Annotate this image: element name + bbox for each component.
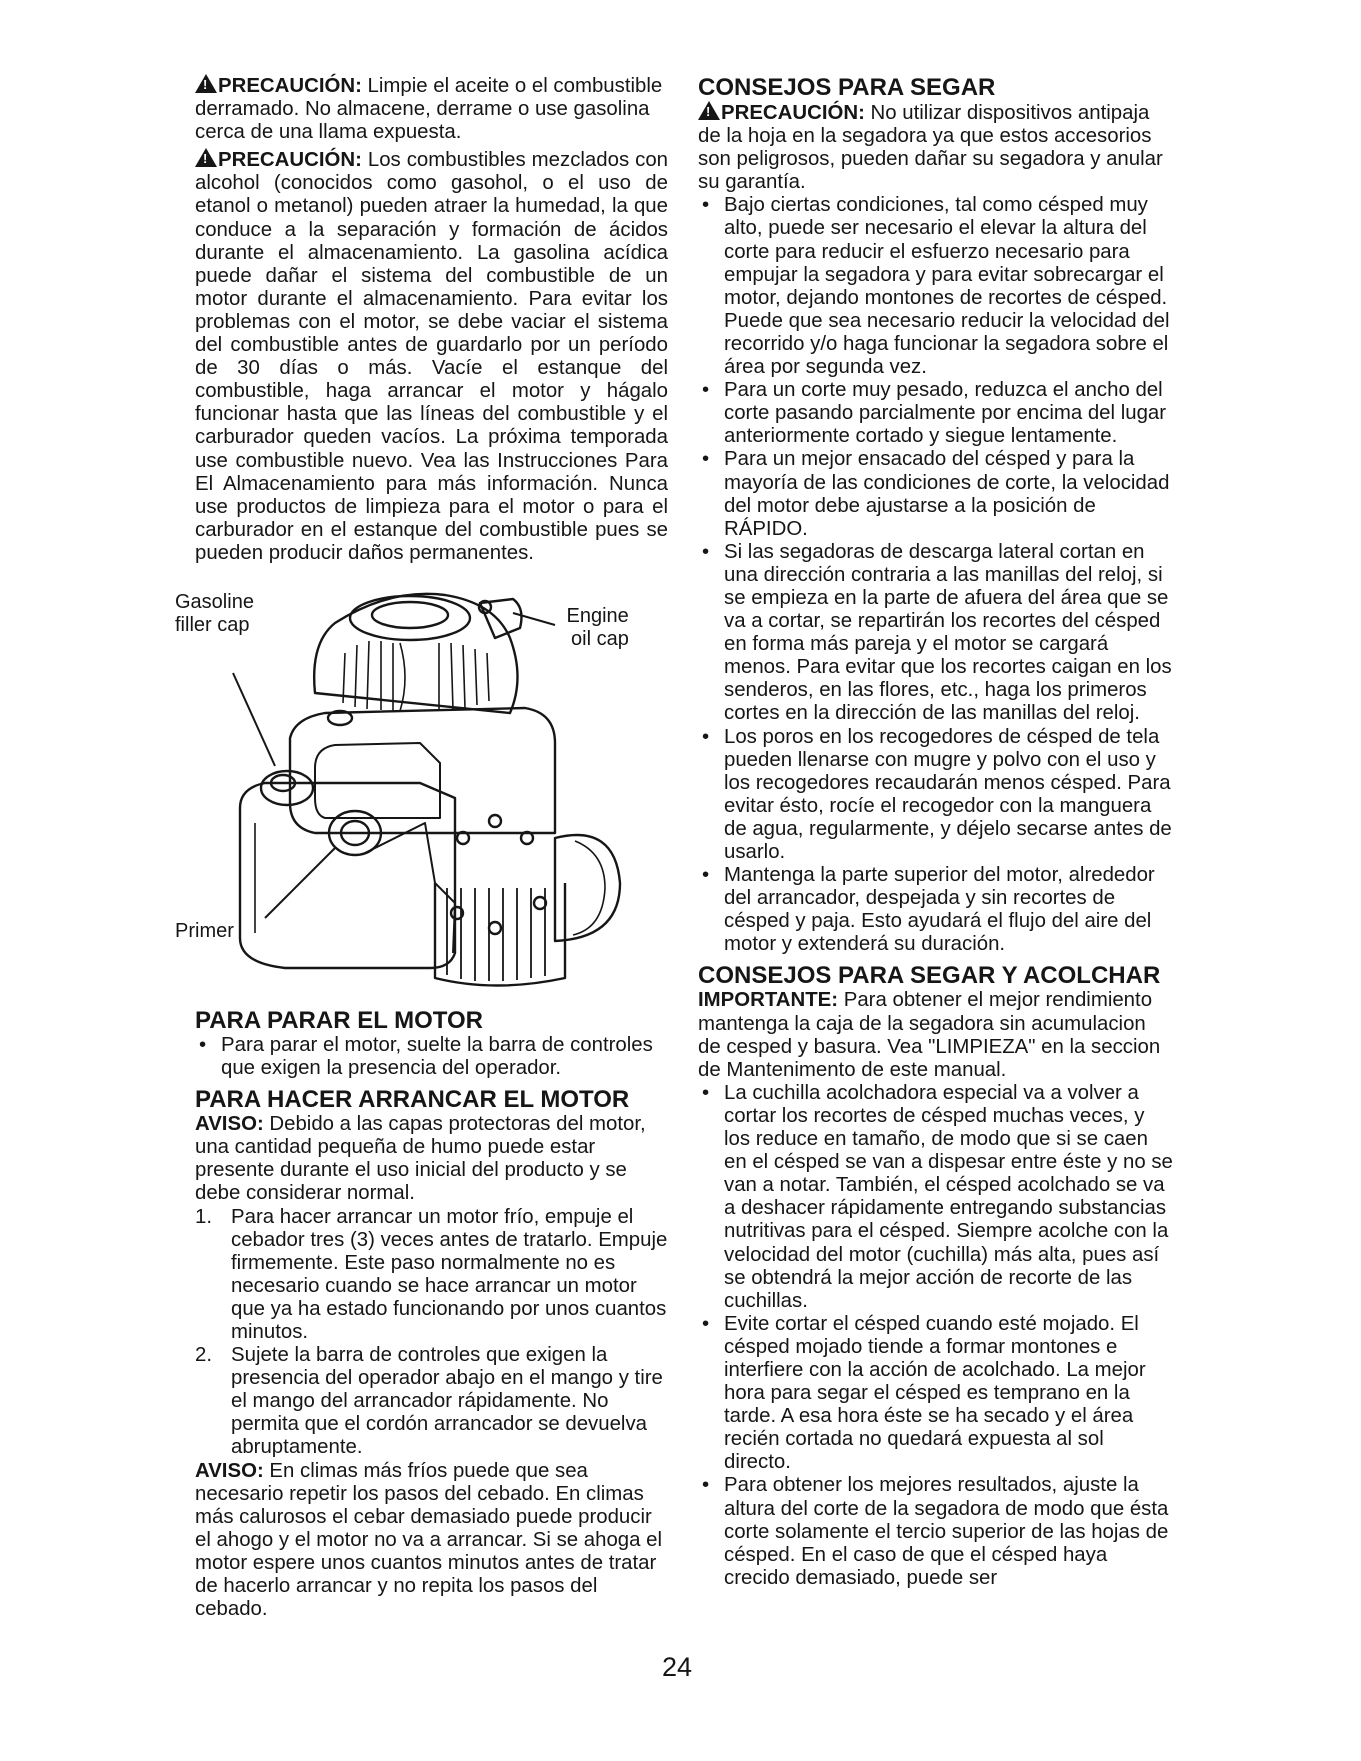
important-paragraph <box>698 989 1174 1081</box>
aviso-text: Debido a las capas protectoras del motor, una cantidad pequeña de humo puede estar presente durante el uso inicial del producto y se debe considerar normal. <box>195 1113 646 1205</box>
warning-triangle-icon <box>195 148 217 167</box>
mulching-tips-list <box>698 1082 1174 1590</box>
aviso-paragraph-climate <box>195 1460 668 1622</box>
aviso-label: AVISO: <box>195 1459 264 1482</box>
mowing-tips-heading: CONSEJOS PARA SEGAR <box>698 74 996 101</box>
important-label: IMPORTANTE: <box>698 989 839 1012</box>
list-item: • Para obtener los mejores resultados, ajuste la altura del corte de la segadora de modo que ésta corte solamente el tercio superior de las hojas de césped. En el caso de que el césped haya crecido demasiado, puede ser <box>698 1474 1174 1589</box>
mulching-tips-heading: CONSEJOS PARA SEGAR Y ACOLCHAR <box>698 962 1161 990</box>
list-item: • Para un corte muy pesado, reduzca el ancho del corte pasando parcialmente por encima del lugar anteriormente cortado y siegue lentamente. <box>698 379 1174 448</box>
list-item: • Para parar el motor, suelte la barra de controles que exigen la presencia del operador. <box>195 1034 668 1080</box>
caution-label: PRECAUCIÓN: <box>721 102 865 124</box>
step-text: Para hacer arrancar un motor frío, empuje el cebador tres (3) veces antes de tratarlo. Empuje firmemente. Este paso normalmente no es necesario cuando se hace arrancar un motor que ya ha estado funcionando por unos cuantos minutos. <box>231 1205 668 1343</box>
caution-text: Limpie el aceite o el combustible derramado. No almacene, derrame o use gasolina cerca de una llama expuesta. <box>195 75 663 144</box>
important-text: Para obtener el mejor rendimiento mantenga la caja de la segadora sin acumulacion de cesped y basura. Vea "LIMPIEZA" en la seccion de Mantenimento de este manual. <box>698 989 1161 1081</box>
left-column <box>175 74 668 1621</box>
right-column <box>698 74 1174 1590</box>
caution-text: Los combustibles mezclados con alcohol (conocidos como gasohol, o el uso de etanol o metanol) pueden atraer la humedad, la que conduce a la separación y formación de ácidos durante el almacenamiento. La gasolina acídica puede dañar el sistema del combustible de un motor durante el almacenamiento. Para evitar los problemas con el motor, se debe vaciar el sistema del combustible antes de guardarlo por un período de 30 días o más. Vacíe el estanque del combustible, haga arrancar el motor y hágalo funcionar hasta que las líneas del combustible y el carburador queden vacíos. La próxima temporada use combustible nuevo. Vea las Instrucciones Para El Almacenamiento para más información. Nunca use productos de limpieza para el motor o para el carburador en el estanque del combustible pues se pueden producir daños permanentes. <box>195 149 668 564</box>
caution-text: No utilizar dispositivos antipaja de la hoja en la segadora ya que estos accesorios son peligrosos, pueden dañar su segadora y anular su garantía. <box>698 102 1163 194</box>
start-engine-heading: PARA HACER ARRANCAR EL MOTOR <box>195 1086 630 1114</box>
warning-triangle-icon <box>698 101 720 120</box>
list-item: • La cuchilla acolchadora especial va a volver a cortar los recortes de césped muchas veces, y los reduce en tamaño, de modo que si se caen en el césped se van a dispesar entre éste y no se van a notar. También, el césped acolchado se va a deshacer rápidamente entregando substancias nutritivas para el césped. Siempre acolche con la velocidad del motor (cuchilla) más alta, pues así se obtendrá la mejor acción de recorte de las cuchillas. <box>698 1082 1174 1313</box>
engine-figure <box>175 583 668 993</box>
list-item: • Bajo ciertas condiciones, tal como césped muy alto, puede ser necesario el elevar la altura del corte para reducir el esfuerzo necesario para empujar la segadora y para evitar sobrecargar el motor, dejando montones de recortes de césped. Puede que sea necesario reducir la velocidad del recorrido y/o haga funcionar la segadora sobre el área por segunda vez. <box>698 194 1174 379</box>
primer-label: Primer <box>175 919 234 942</box>
aviso-label: AVISO: <box>195 1113 264 1136</box>
page-number: 24 <box>662 1652 693 1682</box>
list-item: • Evite cortar el césped cuando esté mojado. El césped mojado tiende a formar montones e interfiere con la acción de acolchado. La mejor hora para segar el césped es temprano en la tarde. A esa hora éste se ha secado y el área recién cortada no quedará expuesta al sol directo. <box>698 1313 1174 1475</box>
caution-label: PRECAUCIÓN: <box>218 149 362 172</box>
list-item: • Si las segadoras de descarga lateral cortan en una dirección contraria a las manillas del reloj, si se empieza en la parte de afuera del área que se va a cortar, se repartirán los recortes del césped en forma más pareja y el motor se cargará menos. Para evitar que los recortes caigan en los senderos, en las flores, etc., haga los primeros cortes en la dirección de las manillas del reloj. <box>698 541 1174 726</box>
list-item <box>195 1344 668 1459</box>
start-steps-list <box>195 1206 668 1460</box>
list-item: • Los poros en los recogedores de césped de tela pueden llenarse con mugre y polvo con el uso y los recogedores recaudarán menos césped. Para evitar ésto, rocíe el recogedor con la manguera de agua, regularmente, y déjelo secarse antes de usarlo. <box>698 726 1174 865</box>
mowing-tips-list <box>698 194 1174 956</box>
warning-triangle-icon <box>195 74 217 93</box>
stop-engine-list <box>195 1034 668 1080</box>
engine-oil-cap-label: Engine oil cap <box>566 604 629 650</box>
stop-engine-heading: PARA PARAR EL MOTOR <box>195 1006 484 1034</box>
aviso-paragraph-smoke <box>195 1113 668 1205</box>
list-item: • Para un mejor ensacado del césped y para la mayoría de las condiciones de corte, la velocidad del motor debe ajustarse a la posición de RÁPIDO. <box>698 448 1174 540</box>
step-number: 1. <box>195 1205 213 1228</box>
caution-paragraph-fuel-spill <box>195 74 668 144</box>
step-number: 2. <box>195 1344 213 1367</box>
aviso-text: En climas más fríos puede que sea necesario repetir los pasos del cebado. En climas más calurosos el cebar demasiado puede producir el ahogo y el motor no va a arrancar. Si se ahoga el motor espere unos cuantos minutos antes de tratar de hacerlo arrancar y no repita los pasos del cebado. <box>195 1459 663 1621</box>
caution-paragraph-alcohol-fuels <box>195 148 668 565</box>
list-item <box>195 1206 668 1345</box>
gasoline-filler-cap-label: Gasoline filler cap <box>175 590 254 636</box>
caution-paragraph-mulch-devices <box>698 101 1174 194</box>
caution-label: PRECAUCIÓN: <box>218 75 362 97</box>
list-item: • Mantenga la parte superior del motor, alrededor del arrancador, despejada y sin recortes de césped y paja. Esto ayudará el flujo del aire del motor y extenderá su duración. <box>698 864 1174 956</box>
step-text: Sujete la barra de controles que exigen la presencia del operador abajo en el mango y tire el mango del arrancador rápidamente. No permita que el cordón arrancador se devuelva abruptamente. <box>231 1344 663 1459</box>
